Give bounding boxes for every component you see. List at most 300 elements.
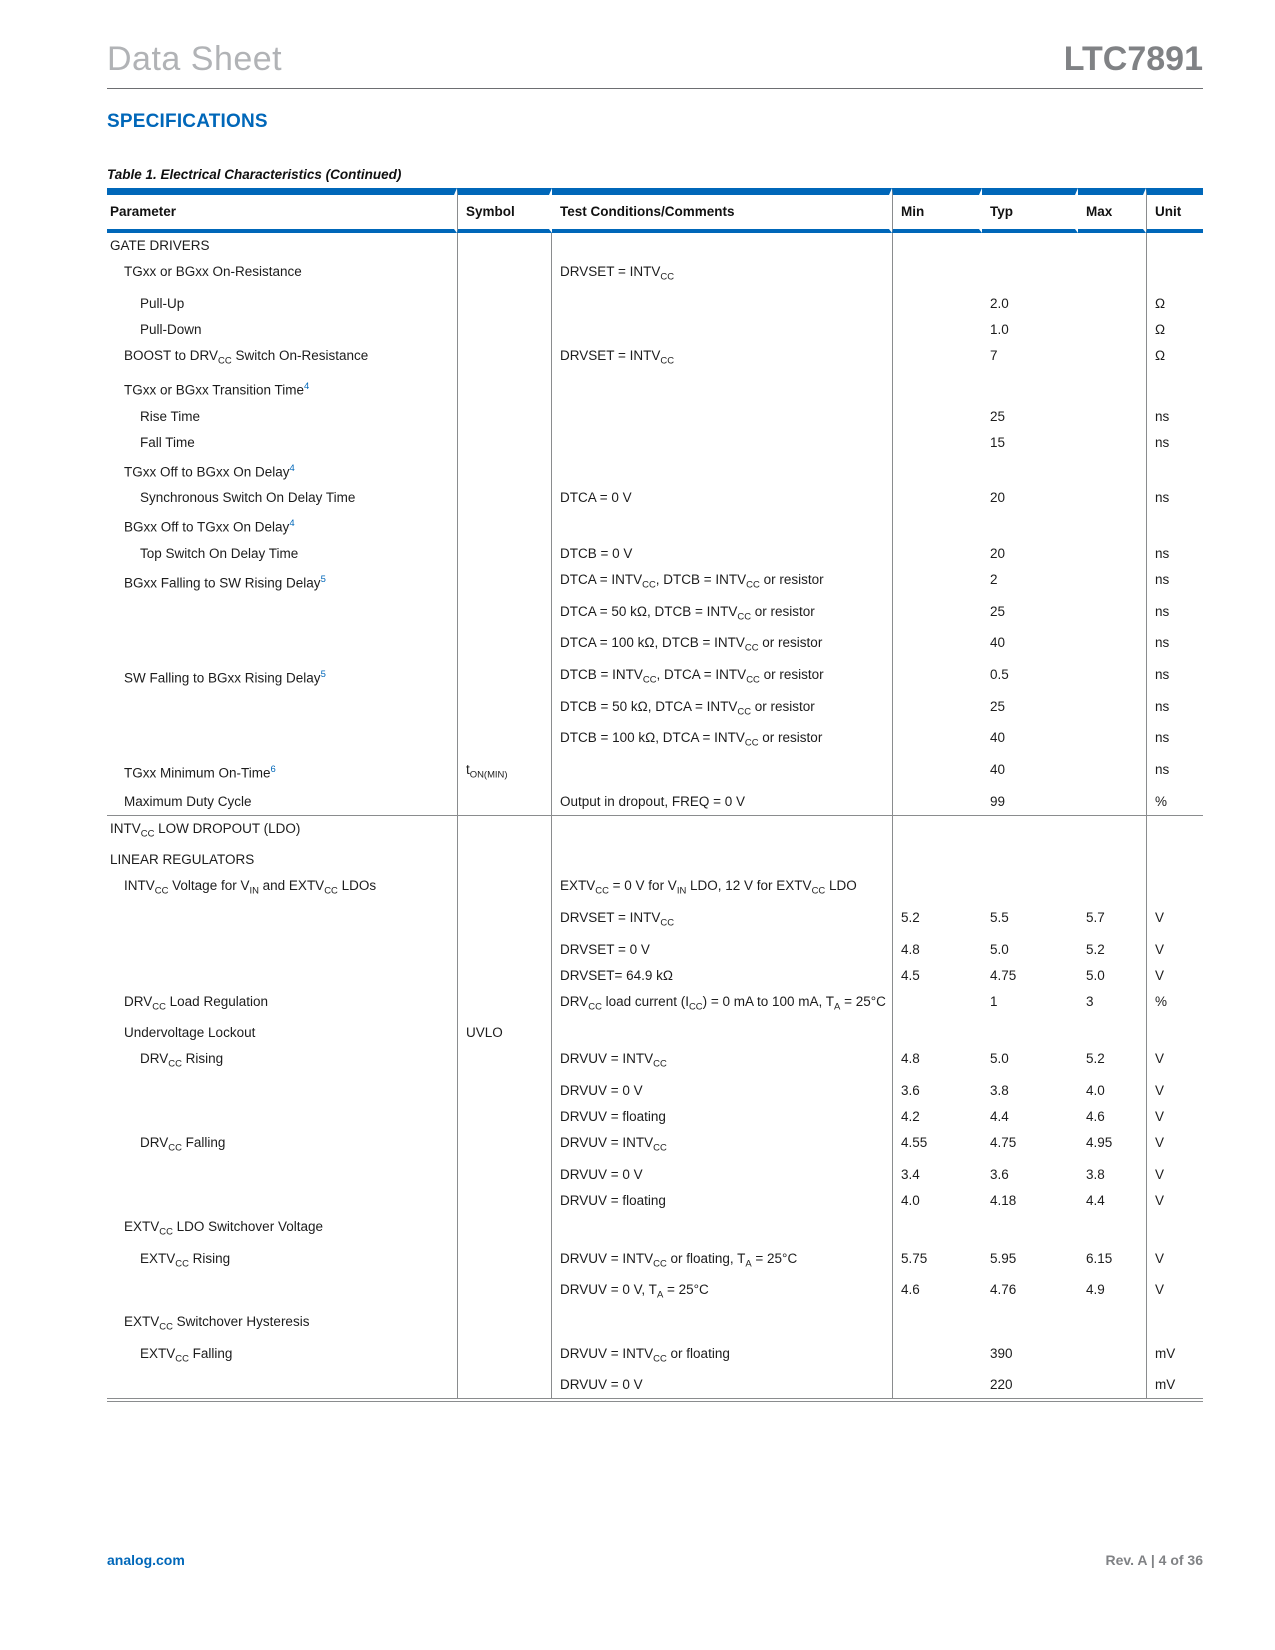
cell-min xyxy=(892,757,982,789)
cell-parameter: TGxx or BGxx On-Resistance xyxy=(124,264,302,279)
cell-typ: 4.4 xyxy=(990,1109,1009,1125)
cell-typ: 40 xyxy=(990,730,1006,746)
cell-symbol xyxy=(457,404,552,430)
cell-symbol xyxy=(457,541,552,567)
cell-test-conditions: DRVUV = $INTV_{CC}$ or floating, $T_A = 25^\circ C$ xyxy=(560,1250,798,1270)
cell-unit: ns xyxy=(1146,404,1203,430)
cell-unit: ns xyxy=(1146,725,1203,757)
cell-min: 3.6 xyxy=(892,1078,982,1104)
cell-max xyxy=(1078,567,1146,599)
cell-parameter xyxy=(107,1277,457,1309)
cell-min xyxy=(892,456,982,486)
cell-max xyxy=(1078,873,1146,905)
cell-max xyxy=(1078,430,1146,456)
footnote-ref[interactable]: 4 xyxy=(304,381,310,393)
cell-parameter: $EXTV_{CC}$ Switchover Hysteresis xyxy=(124,1313,310,1333)
cell-test-conditions xyxy=(552,1309,892,1341)
cell-parameter: TGxx Minimum On-Time$^6$ xyxy=(124,764,276,781)
table-row xyxy=(107,989,1203,1021)
cell-max xyxy=(1078,291,1146,317)
cell-unit: ns xyxy=(1146,567,1203,599)
cell-symbol xyxy=(457,725,552,757)
cell-parameter: $EXTV_{CC}$ Rising xyxy=(140,1250,231,1270)
cell-unit xyxy=(1146,815,1203,874)
table-row xyxy=(107,374,1203,404)
footnote-ref[interactable]: 6 xyxy=(270,764,276,775)
cell-unit: V xyxy=(1146,1130,1203,1162)
cell-parameter: Top Switch On Delay Time xyxy=(140,545,299,561)
cell-unit: mV xyxy=(1146,1372,1203,1398)
subscript: CC xyxy=(642,674,657,686)
cell-symbol xyxy=(457,374,552,404)
table-row xyxy=(107,567,1203,599)
cell-max xyxy=(1078,1214,1146,1246)
cell-max xyxy=(1078,1372,1146,1398)
cell-test-conditions: DRVUV = 0 V xyxy=(560,1166,643,1182)
table-caption: Table 1. Electrical Characteristics (Continued) xyxy=(107,167,402,182)
table-row xyxy=(107,694,1203,726)
cell-min xyxy=(892,259,982,291)
analog-com-link[interactable]: analog.com xyxy=(107,1552,185,1568)
cell-min xyxy=(892,567,982,599)
cell-min xyxy=(892,1020,982,1046)
cell-typ: 4.76 xyxy=(990,1282,1017,1298)
cell-test-conditions xyxy=(552,1020,892,1046)
cell-max: 5.0 xyxy=(1086,967,1105,983)
cell-min: 3.4 xyxy=(892,1162,982,1188)
cell-symbol xyxy=(457,485,552,511)
cell-test-conditions xyxy=(552,317,892,343)
cell-min xyxy=(892,1372,982,1398)
cell-typ xyxy=(982,511,1078,541)
cell-unit: V xyxy=(1146,1046,1203,1078)
cell-max xyxy=(1078,599,1146,631)
cell-typ xyxy=(982,233,1078,259)
cell-parameter: Rise Time xyxy=(140,408,201,424)
cell-parameter: Maximum Duty Cycle xyxy=(124,793,252,809)
cell-typ xyxy=(982,873,1078,905)
cell-test-conditions: DTCA = 50 kΩ, DTCB = $INTV_{CC}$ or resistor xyxy=(560,603,815,623)
cell-typ: 40 xyxy=(990,635,1006,651)
cell-unit: V xyxy=(1146,1162,1203,1188)
subscript: CC xyxy=(653,1142,667,1154)
cell-min xyxy=(892,662,982,694)
cell-symbol xyxy=(457,567,552,599)
column-header-unit: Unit xyxy=(1146,188,1203,233)
cell-test-conditions: DRVUV = 0 V xyxy=(560,1377,643,1393)
column-header-min: Min xyxy=(892,188,982,233)
cell-symbol xyxy=(457,259,552,291)
table-header-row xyxy=(107,188,1203,233)
cell-unit xyxy=(1146,1309,1203,1341)
cell-typ: 390 xyxy=(990,1345,1013,1361)
cell-unit: ns xyxy=(1146,630,1203,662)
cell-max xyxy=(1078,343,1146,375)
cell-parameter: Pull-Up xyxy=(140,295,185,311)
cell-test-conditions: DRVUV = $INTV_{CC}$ xyxy=(560,1051,667,1071)
subscript: CC xyxy=(653,1258,667,1270)
cell-min xyxy=(892,1214,982,1246)
cell-parameter xyxy=(107,1162,457,1188)
cell-min: 5.2 xyxy=(892,905,982,937)
cell-unit: ns xyxy=(1146,662,1203,694)
section-title: SPECIFICATIONS xyxy=(107,111,268,132)
cell-max: 4.95 xyxy=(1086,1135,1113,1151)
cell-unit: Ω xyxy=(1146,291,1203,317)
cell-max xyxy=(1078,317,1146,343)
cell-symbol xyxy=(457,963,552,989)
cell-test-conditions: DRVUV = 0 V xyxy=(560,1083,643,1099)
cell-parameter xyxy=(107,905,457,937)
subscript: CC xyxy=(168,1142,182,1154)
cell-symbol xyxy=(457,456,552,486)
cell-typ: 99 xyxy=(990,793,1006,809)
subscript: CC xyxy=(744,738,759,749)
cell-min xyxy=(892,404,982,430)
cell-unit: % xyxy=(1146,989,1203,1021)
cell-test-conditions xyxy=(552,757,892,789)
footnote-ref[interactable]: 4 xyxy=(289,518,295,530)
cell-typ xyxy=(982,1214,1078,1246)
table-row xyxy=(107,815,1203,874)
cell-symbol xyxy=(457,815,552,874)
cell-test-conditions xyxy=(552,815,892,874)
cell-parameter xyxy=(107,1188,457,1214)
cell-symbol xyxy=(457,905,552,937)
cell-max xyxy=(1078,541,1146,567)
table-row xyxy=(107,1214,1203,1246)
cell-test-conditions: DRVUV = floating xyxy=(560,1109,666,1125)
table-row xyxy=(107,1246,1203,1278)
cell-parameter: $INTV_{CC}$ Voltage for $V_{IN}$ and $EXTV_{CC}$ LDOs xyxy=(124,878,377,898)
cell-symbol xyxy=(457,873,552,905)
table-row xyxy=(107,1309,1203,1341)
cell-unit xyxy=(1146,456,1203,486)
cell-min xyxy=(892,233,982,259)
cell-symbol xyxy=(457,989,552,1021)
cell-typ: 1 xyxy=(990,993,998,1009)
cell-max: 5.7 xyxy=(1086,910,1105,926)
table-row xyxy=(107,1372,1203,1398)
cell-unit: Ω xyxy=(1146,343,1203,375)
table-row xyxy=(107,1046,1203,1078)
cell-max xyxy=(1078,233,1146,259)
cell-typ: 20 xyxy=(990,545,1006,561)
cell-max xyxy=(1078,511,1146,541)
cell-min xyxy=(892,1341,982,1373)
cell-parameter xyxy=(107,725,457,757)
cell-test-conditions: DRVSET = $INTV_{CC}$ xyxy=(560,264,675,283)
cell-symbol xyxy=(457,1341,552,1373)
table-row xyxy=(107,630,1203,662)
cell-test-conditions xyxy=(552,374,892,404)
table-row xyxy=(107,1188,1203,1214)
table-row xyxy=(107,963,1203,989)
cell-typ xyxy=(982,815,1078,874)
cell-unit: mV xyxy=(1146,1341,1203,1373)
cell-test-conditions: DTCB = 100 kΩ, DTCA = $INTV_{CC}$ or resistor xyxy=(560,730,823,749)
cell-min xyxy=(892,317,982,343)
subscript: CC xyxy=(595,886,609,898)
subscript: CC xyxy=(324,886,338,898)
cell-test-conditions xyxy=(552,404,892,430)
cell-symbol xyxy=(457,630,552,662)
cell-test-conditions xyxy=(552,456,892,486)
cell-typ: 4.75 xyxy=(990,1135,1017,1151)
revision-page-label: Rev. A | 4 of 36 xyxy=(1105,1552,1203,1568)
subscript: CC xyxy=(744,642,759,654)
cell-max xyxy=(1078,1020,1146,1046)
cell-unit: V xyxy=(1146,963,1203,989)
cell-symbol xyxy=(457,511,552,541)
cell-min: 4.55 xyxy=(892,1130,982,1162)
page-footer xyxy=(107,1552,1203,1568)
cell-max: 4.9 xyxy=(1086,1282,1105,1298)
cell-typ: 220 xyxy=(990,1377,1013,1393)
cell-test-conditions: DRVUV = $INTV_{CC}$ or floating xyxy=(560,1345,730,1365)
cell-min xyxy=(892,430,982,456)
cell-parameter: $DRV_{CC}$ Falling xyxy=(140,1135,226,1154)
cell-unit: ns xyxy=(1146,430,1203,456)
footnote-ref[interactable]: 5 xyxy=(320,668,326,680)
cell-max xyxy=(1078,1309,1146,1341)
cell-parameter: TGxx Off to BGxx On Delay$^4$ xyxy=(124,462,295,480)
cell-parameter: $DRV_{CC}$ Rising xyxy=(140,1051,224,1071)
cell-symbol xyxy=(457,1246,552,1278)
cell-typ: 15 xyxy=(990,434,1006,450)
footnote-ref[interactable]: 5 xyxy=(320,573,326,585)
cell-max xyxy=(1078,630,1146,662)
cell-parameter: Fall Time xyxy=(140,434,195,450)
cell-parameter: BGxx Off to TGxx On Delay$^4$ xyxy=(124,518,295,535)
cell-symbol xyxy=(457,1046,552,1078)
cell-max xyxy=(1078,485,1146,511)
subscript: ON(MIN) xyxy=(469,769,508,781)
cell-min xyxy=(892,343,982,375)
cell-unit: ns xyxy=(1146,541,1203,567)
cell-unit: ns xyxy=(1146,694,1203,726)
cell-min: 5.75 xyxy=(892,1246,982,1278)
cell-unit xyxy=(1146,374,1203,404)
subscript: CC xyxy=(811,886,826,898)
column-header-test: Test Conditions/Comments xyxy=(552,188,892,233)
cell-symbol xyxy=(457,430,552,456)
cell-symbol xyxy=(457,317,552,343)
cell-max xyxy=(1078,694,1146,726)
subscript: CC xyxy=(642,579,656,591)
table-row xyxy=(107,905,1203,937)
cell-symbol xyxy=(457,343,552,375)
table-row xyxy=(107,789,1203,815)
cell-min: 4.5 xyxy=(892,963,982,989)
cell-symbol xyxy=(457,599,552,631)
cell-typ: 25 xyxy=(990,603,1006,619)
subscript: IN xyxy=(249,886,259,898)
cell-test-conditions: DTCA = 0 V xyxy=(560,490,632,506)
table-row xyxy=(107,1020,1203,1046)
cell-symbol xyxy=(457,694,552,726)
table-row xyxy=(107,1078,1203,1104)
cell-typ: 2 xyxy=(990,571,998,587)
subscript: CC xyxy=(154,886,169,898)
cell-unit: V xyxy=(1146,1078,1203,1104)
cell-unit: % xyxy=(1146,789,1203,815)
cell-min xyxy=(892,485,982,511)
cell-test-conditions: DRVUV = floating xyxy=(560,1192,666,1208)
cell-typ: 4.18 xyxy=(990,1192,1017,1208)
cell-parameter: GATE DRIVERS xyxy=(110,238,210,253)
cell-max: 5.2 xyxy=(1086,1051,1105,1067)
cell-test-conditions xyxy=(552,1214,892,1246)
cell-parameter: $EXTV_{CC}$ LDO Switchover Voltage xyxy=(124,1218,323,1238)
cell-typ: 7 xyxy=(990,347,998,363)
cell-unit: V xyxy=(1146,937,1203,963)
subscript: CC xyxy=(660,271,675,283)
subscript: CC xyxy=(660,917,675,929)
page xyxy=(107,0,1203,1402)
cell-typ: 5.0 xyxy=(990,1051,1009,1067)
footnote-ref[interactable]: 4 xyxy=(289,462,295,474)
cell-min xyxy=(892,873,982,905)
cell-min: 4.2 xyxy=(892,1104,982,1130)
cell-typ xyxy=(982,1020,1078,1046)
cell-max: 3.8 xyxy=(1086,1166,1105,1182)
table-row xyxy=(107,1130,1203,1162)
cell-typ xyxy=(982,456,1078,486)
cell-unit: V xyxy=(1146,1246,1203,1278)
cell-typ xyxy=(982,259,1078,291)
cell-max xyxy=(1078,815,1146,874)
cell-test-conditions xyxy=(552,511,892,541)
table-row xyxy=(107,1341,1203,1373)
cell-symbol xyxy=(457,937,552,963)
table-row xyxy=(107,430,1203,456)
cell-symbol xyxy=(457,789,552,815)
cell-unit: ns xyxy=(1146,485,1203,511)
cell-unit: ns xyxy=(1146,599,1203,631)
subscript: CC xyxy=(660,355,675,367)
cell-typ: 25 xyxy=(990,698,1006,714)
cell-parameter xyxy=(107,630,457,662)
cell-unit xyxy=(1146,873,1203,905)
cell-typ xyxy=(982,1309,1078,1341)
part-number: LTC7891 xyxy=(1063,40,1203,78)
cell-test-conditions xyxy=(552,430,892,456)
cell-test-conditions: DRVSET = $INTV_{CC}$ xyxy=(560,910,675,929)
cell-min: 4.8 xyxy=(892,1046,982,1078)
cell-parameter xyxy=(107,937,457,963)
subscript: A xyxy=(656,1289,664,1301)
cell-test-conditions: DTCA = 100 kΩ, DTCB = $INTV_{CC}$ or resistor xyxy=(560,635,823,654)
subscript: CC xyxy=(653,1059,667,1071)
subscript: A xyxy=(745,1258,752,1270)
subscript: CC xyxy=(168,1059,182,1071)
cell-min xyxy=(892,694,982,726)
subscript: CC xyxy=(737,706,752,718)
table-row xyxy=(107,873,1203,905)
subscript: CC xyxy=(140,828,155,840)
cell-min xyxy=(892,989,982,1021)
cell-min: 4.6 xyxy=(892,1277,982,1309)
cell-unit: ns xyxy=(1146,757,1203,789)
cell-parameter: BGxx Falling to SW Rising Delay$^5$ xyxy=(124,573,326,591)
cell-max xyxy=(1078,1341,1146,1373)
cell-test-conditions: DRVSET = 0 V xyxy=(560,941,650,957)
cell-typ: 3.8 xyxy=(990,1083,1009,1099)
cell-parameter: BOOST to $DRV_{CC}$ Switch On-Resistance xyxy=(124,347,369,367)
column-header-max: Max xyxy=(1078,188,1146,233)
subscript: CC xyxy=(175,1353,189,1365)
table-row xyxy=(107,343,1203,375)
cell-test-conditions xyxy=(552,233,892,259)
table-row xyxy=(107,511,1203,541)
cell-parameter: Undervoltage Lockout xyxy=(124,1025,256,1041)
cell-test-conditions: DRVSET = $INTV_{CC}$ xyxy=(560,347,675,367)
cell-unit: V xyxy=(1146,1104,1203,1130)
cell-test-conditions: DRVUV = 0 V, $T_A = 25^\circ C$ xyxy=(560,1282,709,1301)
subscript: CC xyxy=(746,579,760,591)
table-row xyxy=(107,599,1203,631)
cell-symbol: UVLO xyxy=(457,1020,552,1046)
cell-parameter xyxy=(107,1104,457,1130)
cell-test-conditions: $EXTV_{CC} = 0$ V for $V_{IN}$ LDO, 12 V for $EXTV_{CC}$ LDO xyxy=(560,878,857,898)
cell-parameter xyxy=(107,599,457,631)
cell-parameter xyxy=(107,1372,457,1398)
cell-typ: 1.0 xyxy=(990,321,1009,337)
table-row xyxy=(107,757,1203,789)
cell-test-conditions xyxy=(552,291,892,317)
cell-symbol xyxy=(457,1309,552,1341)
cell-parameter xyxy=(107,963,457,989)
cell-test-conditions: $DRV_{CC}$ load current $(I_{CC}) = 0$ mA to 100 mA, $T_A = 25^\circ C$ xyxy=(560,993,886,1013)
cell-parameter: Pull-Down xyxy=(140,321,202,337)
table-row xyxy=(107,1162,1203,1188)
cell-max xyxy=(1078,725,1146,757)
cell-symbol xyxy=(457,1130,552,1162)
table-row xyxy=(107,485,1203,511)
cell-min xyxy=(892,1309,982,1341)
cell-typ xyxy=(982,374,1078,404)
cell-min xyxy=(892,374,982,404)
table-row xyxy=(107,541,1203,567)
cell-symbol xyxy=(457,1104,552,1130)
cell-max xyxy=(1078,789,1146,815)
cell-test-conditions: DRVSET= 64.9 kΩ xyxy=(560,967,674,983)
column-header-param: Parameter xyxy=(107,188,457,233)
table-row xyxy=(107,404,1203,430)
cell-min xyxy=(892,541,982,567)
cell-parameter: $DRV_{CC}$ Load Regulation xyxy=(124,993,268,1013)
cell-max: 4.6 xyxy=(1086,1109,1105,1125)
subscript: CC xyxy=(688,1001,703,1013)
table-row xyxy=(107,259,1203,291)
cell-symbol xyxy=(457,233,552,259)
cell-symbol xyxy=(457,1078,552,1104)
cell-unit: V xyxy=(1146,1188,1203,1214)
cell-typ: 25 xyxy=(990,408,1006,424)
table-row xyxy=(107,1277,1203,1309)
cell-test-conditions: Output in dropout, FREQ = 0 V xyxy=(560,793,745,809)
cell-test-conditions: DTCB = 50 kΩ, DTCA = $INTV_{CC}$ or resistor xyxy=(560,698,815,718)
cell-min xyxy=(892,599,982,631)
cell-typ: 5.95 xyxy=(990,1250,1017,1266)
cell-max: 3 xyxy=(1086,993,1094,1009)
cell-parameter: $INTV_{CC}$ LOW DROPOUT (LDO) LINEAR REGULATORS xyxy=(107,815,457,874)
masthead xyxy=(107,40,1203,79)
cell-max: 5.2 xyxy=(1086,941,1105,957)
cell-parameter: SW Falling to BGxx Rising Delay$^5$ xyxy=(124,668,326,686)
cell-parameter: Synchronous Switch On Delay Time xyxy=(140,490,356,506)
